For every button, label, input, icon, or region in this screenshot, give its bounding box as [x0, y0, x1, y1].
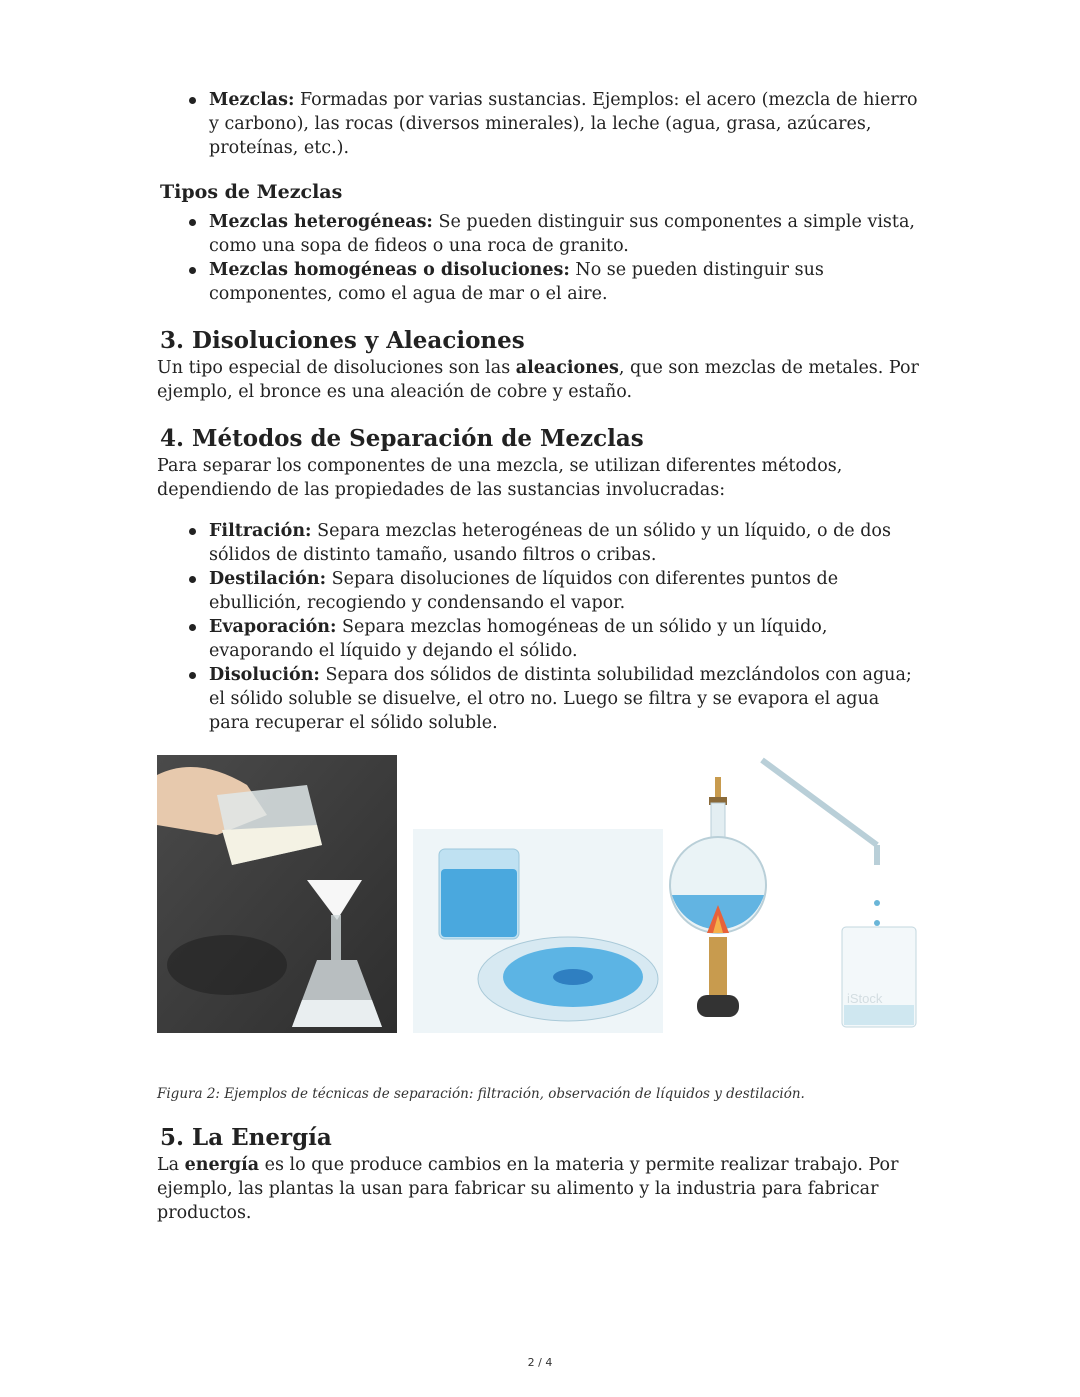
- definition: Separa dos sólidos de distinta solubilidad mezclándolos con agua; el sólido soluble se disuelve, el otro no. Luego se filtra y se evapora el agua para recuperar el sólido soluble.: [209, 665, 912, 733]
- section-4: [157, 424, 925, 735]
- section-intro: Para separar los componentes de una mezcla, se utilizan diferentes métodos, dependiendo de las propiedades de las sustancias involucradas:: [157, 456, 843, 500]
- section-heading: 4. Métodos de Separación de Mezclas: [160, 425, 644, 452]
- section-3: [157, 326, 925, 404]
- term: Mezclas homogéneas o disoluciones:: [209, 260, 570, 280]
- list-item: [209, 210, 925, 258]
- text: , que son mezclas de metales. Por ejemplo, el bronce es una aleación de cobre y estaño.: [157, 358, 919, 402]
- text: es lo que produce cambios en la materia y permite realizar trabajo. Por ejemplo, las plantas la usan para fabricar su alimento y la industria para fabricar productos.: [157, 1155, 899, 1223]
- watermark: iStock: [847, 991, 883, 1006]
- section-paragraph: [157, 356, 925, 404]
- section-heading: 5. La Energía: [160, 1124, 332, 1151]
- definition: Separa mezclas homogéneas de un sólido y un líquido, evaporando el líquido y dejando el sólido.: [209, 617, 828, 661]
- section-heading: 3. Disoluciones y Aleaciones: [160, 327, 525, 354]
- term: Mezclas heterogéneas:: [209, 212, 433, 232]
- page-number: 2 / 4: [527, 1356, 553, 1369]
- types-list: [157, 210, 925, 306]
- bold-term: energía: [184, 1155, 260, 1175]
- list-item: [209, 567, 925, 615]
- document-page: [157, 88, 925, 1225]
- list-item: [209, 615, 925, 663]
- term: Mezclas:: [209, 90, 295, 110]
- list-item: [209, 663, 925, 735]
- filtration-photo: [157, 755, 397, 1033]
- list-item: [209, 258, 925, 306]
- list-item: [209, 519, 925, 567]
- text: La: [157, 1155, 185, 1175]
- evaporation-photo: [413, 829, 663, 1033]
- section-5: [157, 1123, 925, 1225]
- term: Destilación:: [209, 569, 327, 589]
- methods-list: [157, 519, 925, 735]
- term: Evaporación:: [209, 617, 337, 637]
- figure-caption: Figura 2: Ejemplos de técnicas de separación: filtración, observación de líquidos y destilación.: [157, 1086, 805, 1102]
- text: Un tipo especial de disoluciones son las: [157, 358, 516, 378]
- list-item: [209, 88, 925, 160]
- distillation-photo: [667, 755, 925, 1033]
- bold-term: aleaciones: [515, 358, 619, 378]
- definition: Separa mezclas heterogéneas de un sólido y un líquido, o de dos sólidos de distinto tamaño, usando filtros o cribas.: [209, 521, 891, 565]
- mixtures-list: [157, 88, 925, 160]
- definition: Formadas por varias sustancias. Ejemplos: el acero (mezcla de hierro y carbono), las rocas (diversos minerales), la leche (agua, grasa, azúcares, proteínas, etc.).: [209, 90, 918, 158]
- term: Filtración:: [209, 521, 312, 541]
- figure-images: [157, 755, 925, 1045]
- section-paragraph: [157, 1153, 925, 1225]
- types-heading: Tipos de Mezclas: [160, 181, 343, 203]
- definition: Se pueden distinguir sus componentes a simple vista, como una sopa de fideos o una roca de granito.: [209, 212, 915, 256]
- term: Disolución:: [209, 665, 320, 685]
- definition: No se pueden distinguir sus componentes, como el agua de mar o el aire.: [209, 260, 824, 304]
- definition: Separa disoluciones de líquidos con diferentes puntos de ebullición, recogiendo y condensando el vapor.: [209, 569, 839, 613]
